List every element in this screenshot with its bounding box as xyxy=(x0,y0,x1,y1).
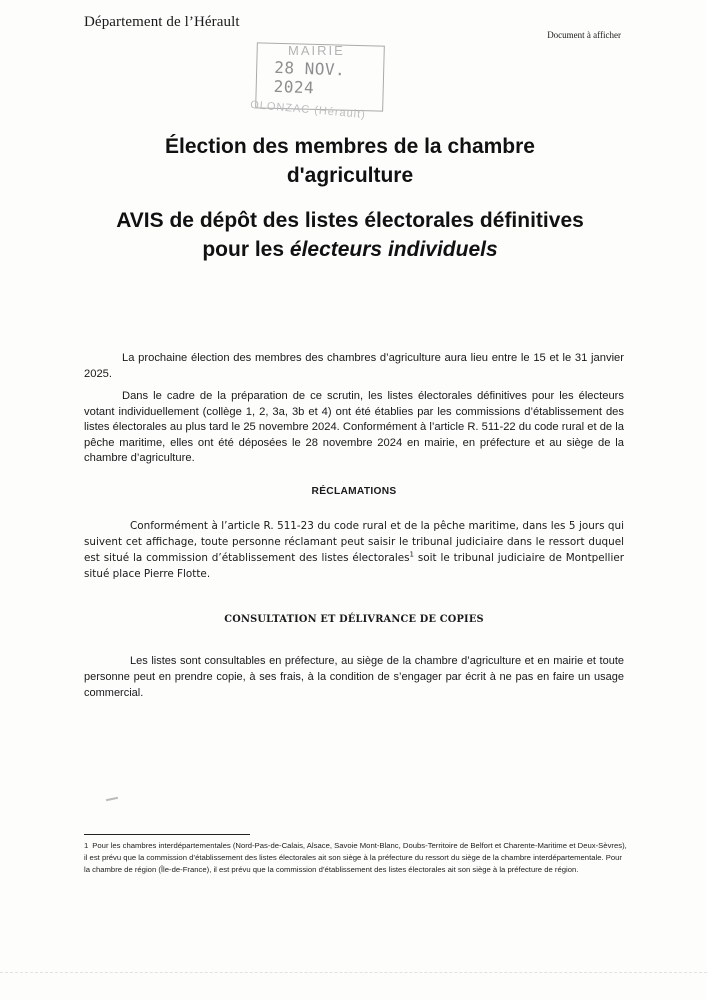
stamp-date: 28 NOV. 2024 xyxy=(273,57,346,98)
page-subtitle-line2 xyxy=(100,235,600,264)
page-subtitle-line1: AVIS de dépôt des listes électorales définitives xyxy=(116,209,584,232)
scan-bottom-edge xyxy=(0,972,707,973)
reclamations-text-1: Conformément à l’article R. 511-23 du code rural et de la pêche maritime, dans les 5 jours qui suivent cet affichage, toute personne réclamant peut saisir le tribunal judiciaire dans le ressort duquel est situé la commission d’établissement des listes électorales xyxy=(84,520,624,564)
footnote xyxy=(84,840,630,875)
department-header: Département de l’Hérault xyxy=(84,14,240,30)
title-block xyxy=(100,132,600,264)
footnote-divider xyxy=(84,834,250,835)
scan-speck xyxy=(106,797,118,801)
document-label: Document à afficher xyxy=(547,30,621,40)
subtitle-prefix: pour les xyxy=(202,238,290,261)
reclamations-paragraph xyxy=(84,518,624,582)
reclamations-heading: RÉCLAMATIONS xyxy=(311,486,397,497)
stamp-place: OLONZAC (Hérault) xyxy=(249,98,367,122)
subtitle-emphasis: électeurs individuels xyxy=(289,238,498,261)
stamp-town: MAIRIE xyxy=(288,43,345,58)
intro-paragraph-1: La prochaine élection des membres des chambres d’agriculture aura lieu entre le 15 et le 31 janvier 2025. xyxy=(84,352,624,380)
consultation-heading: CONSULTATION ET DÉLIVRANCE DE COPIES xyxy=(224,614,484,625)
footnote-text: Pour les chambres interdépartementales (Nord-Pas-de-Calais, Alsace, Savoie Mont-Blanc, Doubs-Territoire de Belfort et Charente-Maritime et Deux-Sèvres), il est prévu que la commission d’établissement des listes électorales ait son siège à la préfecture du ressort du siège de la chambre interdépartementale. Pour la chambre de région (Île-de-France), il est prévu que la commission d’établissement des listes électorales ait son siège à la préfecture de région. xyxy=(84,841,627,874)
footnote-number: 1 xyxy=(84,841,89,850)
intro-paragraph-2: Dans le cadre de la préparation de ce scrutin, les listes électorales définitives pour les électeurs votant individuellement (collège 1, 2, 3a, 3b et 4) ont été établies par les commissions d’établissement des listes électorales au plus tard le 25 novembre 2024. Conformément à l’article R. 511-22 du code rural et de la pêche maritime, elles ont été déposées le 28 novembre 2024 en mairie, en préfecture et au siège de la chambre d’agriculture. xyxy=(84,390,624,464)
footnote-reference: 1 xyxy=(409,550,414,559)
town-hall-stamp xyxy=(246,38,394,136)
page-title-line1: Élection des membres de la chambre xyxy=(165,135,535,158)
reclamations-text-2: soit le tribunal judiciaire de Montpellier situé place Pierre Flotte. xyxy=(84,552,624,580)
consultation-paragraph: Les listes sont consultables en préfecture, au siège de la chambre d’agriculture et en mairie et toute personne peut en prendre copie, à ses frais, à la condition de s’engager par écrit à ne pas en faire un usage commercial. xyxy=(84,655,624,699)
page-title-line2: d'agriculture xyxy=(286,164,414,187)
